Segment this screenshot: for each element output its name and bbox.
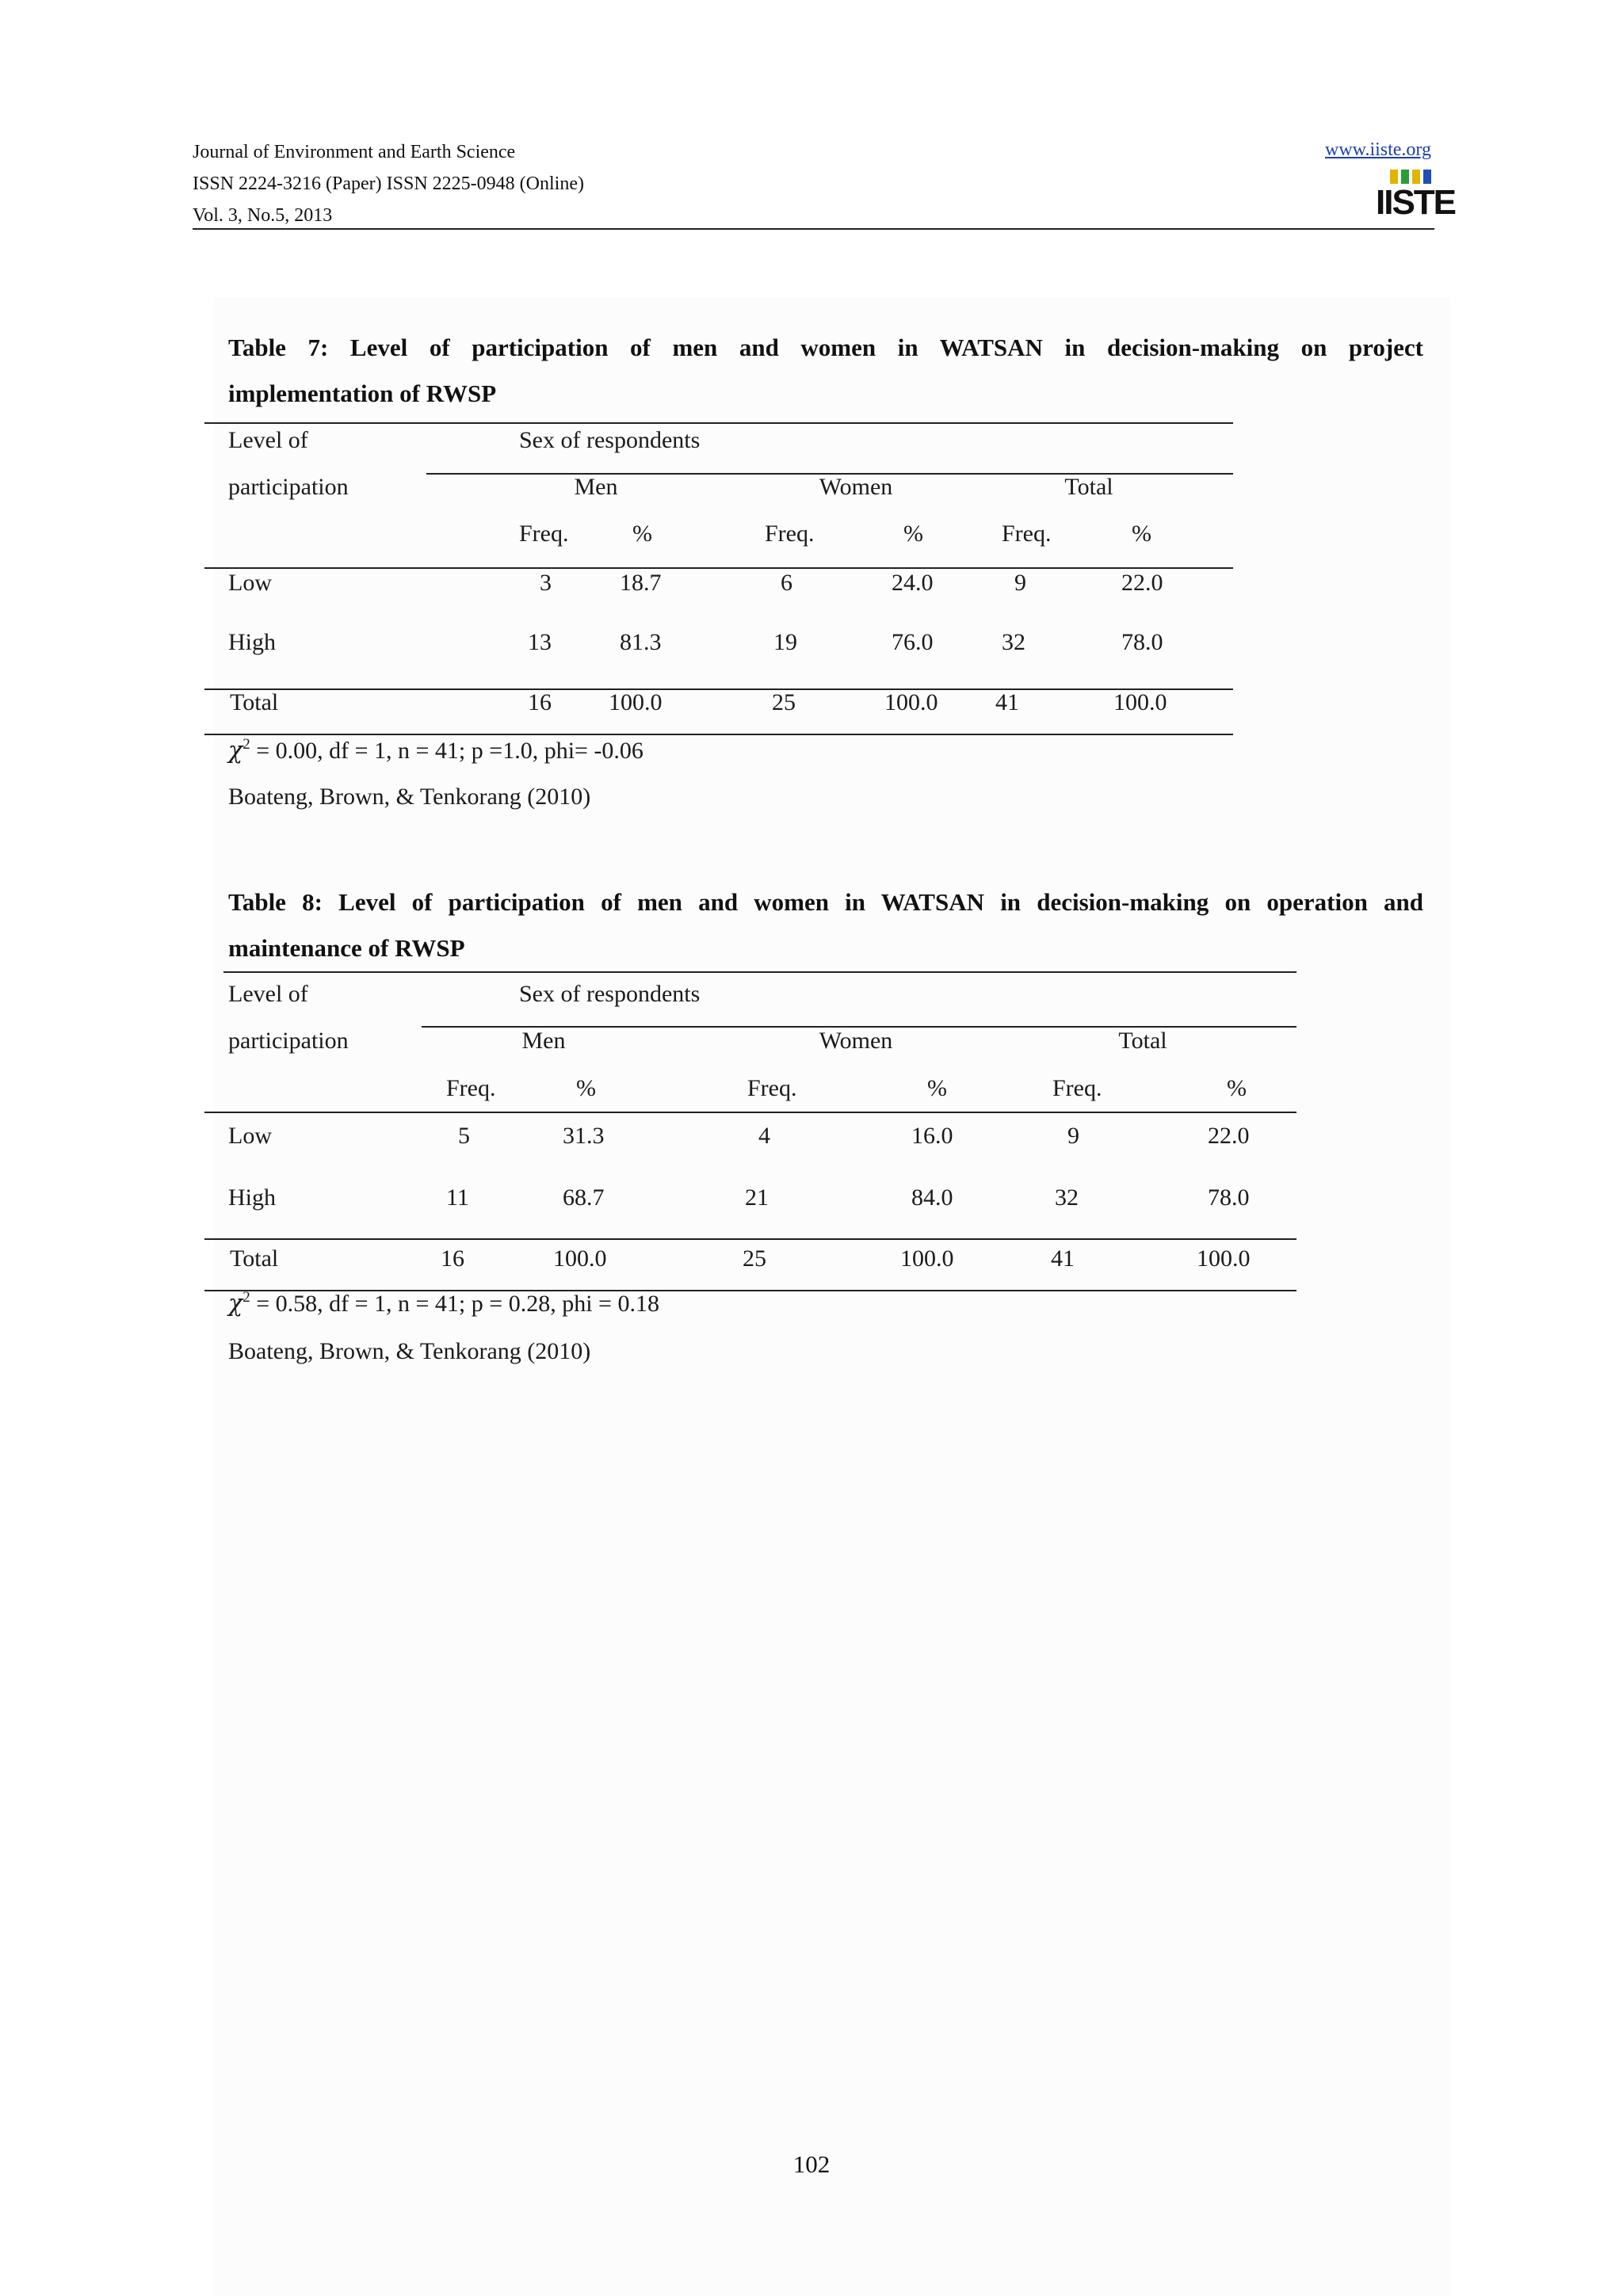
table-8-freq-header: Freq. bbox=[446, 1075, 496, 1101]
total-freq: 41 bbox=[1051, 1245, 1075, 1272]
total-freq: 41 bbox=[995, 689, 1019, 715]
women-pct: 84.0 bbox=[911, 1184, 953, 1211]
women-freq: 25 bbox=[772, 689, 796, 715]
men-pct: 81.3 bbox=[620, 629, 662, 655]
total-freq: 32 bbox=[1002, 629, 1025, 655]
table-7-source: Boateng, Brown, & Tenkorang (2010) bbox=[228, 784, 591, 810]
table-8-col-women: Women bbox=[819, 1028, 893, 1054]
table-7-caption-line2: implementation of RWSP bbox=[228, 379, 497, 407]
table-8-caption-line1: Table 8: Level of participation of men and women in WATSAN in decision-making on operation and bbox=[228, 888, 1423, 916]
table-8-col-level: participation bbox=[228, 1028, 349, 1054]
table-8-pct-header: % bbox=[927, 1075, 947, 1101]
row-label: High bbox=[228, 1184, 276, 1211]
row-label: Total bbox=[230, 689, 279, 715]
table-7-bottom-rule bbox=[204, 734, 1233, 735]
table-7-col-women: Women bbox=[819, 474, 893, 500]
men-freq: 13 bbox=[528, 629, 552, 655]
logo-bar bbox=[1401, 170, 1409, 184]
table-8-top-rule bbox=[223, 971, 1296, 973]
table-8-statistics bbox=[228, 1290, 659, 1318]
journal-volume: Vol. 3, No.5, 2013 bbox=[193, 205, 333, 226]
table-8-col-total: Total bbox=[1118, 1028, 1167, 1054]
women-pct: 76.0 bbox=[892, 629, 934, 655]
total-pct: 78.0 bbox=[1208, 1184, 1250, 1211]
women-freq: 6 bbox=[781, 570, 792, 596]
chi-exponent: 2 bbox=[242, 1289, 250, 1306]
row-label: Total bbox=[230, 1245, 279, 1272]
page-number: 102 bbox=[792, 2150, 831, 2178]
table-8-col-men: Men bbox=[521, 1028, 566, 1054]
table-7-col-total: Total bbox=[1064, 474, 1113, 500]
women-pct: 24.0 bbox=[892, 570, 934, 596]
table-7-pct-header: % bbox=[1132, 521, 1151, 547]
table-7-top-rule bbox=[204, 422, 1233, 424]
table-7-col-level: participation bbox=[228, 474, 349, 500]
journal-url-link[interactable]: www.iiste.org bbox=[1325, 139, 1431, 160]
logo-bar bbox=[1412, 170, 1420, 184]
logo-bar bbox=[1423, 170, 1431, 184]
table-7-pct-header: % bbox=[903, 521, 923, 547]
women-pct: 16.0 bbox=[911, 1123, 953, 1149]
women-freq: 25 bbox=[743, 1245, 766, 1272]
journal-header bbox=[193, 136, 1456, 230]
table-7-freq-header: Freq. bbox=[765, 521, 815, 547]
total-pct: 100.0 bbox=[1197, 1245, 1251, 1272]
table-8-col-sex: Sex of respondents bbox=[519, 981, 701, 1007]
women-pct: 100.0 bbox=[884, 689, 938, 715]
total-pct: 22.0 bbox=[1121, 570, 1163, 596]
total-pct: 78.0 bbox=[1121, 629, 1163, 655]
men-pct: 18.7 bbox=[620, 570, 662, 596]
logo-text: IISTE bbox=[1376, 183, 1456, 222]
men-freq: 5 bbox=[458, 1123, 470, 1149]
row-label: Low bbox=[228, 570, 272, 596]
total-freq: 9 bbox=[1067, 1123, 1079, 1149]
logo-bars bbox=[1376, 168, 1431, 184]
table-7-col-men: Men bbox=[574, 474, 618, 500]
total-freq: 9 bbox=[1014, 570, 1026, 596]
chi-symbol: χ bbox=[228, 1290, 243, 1318]
row-label: High bbox=[228, 629, 276, 655]
row-label: Low bbox=[228, 1123, 272, 1149]
table-7-col-level: Level of bbox=[228, 427, 308, 453]
men-freq: 16 bbox=[528, 689, 552, 715]
table-7-freq-header: Freq. bbox=[519, 521, 569, 547]
table-8-caption-line2: maintenance of RWSP bbox=[228, 934, 465, 962]
total-pct: 100.0 bbox=[1113, 689, 1167, 715]
men-freq: 11 bbox=[446, 1184, 469, 1211]
women-freq: 19 bbox=[773, 629, 797, 655]
women-freq: 21 bbox=[745, 1184, 769, 1211]
stat-values: = 0.00, df = 1, n = 41; p =1.0, phi= -0.06 bbox=[250, 738, 643, 764]
total-pct: 22.0 bbox=[1208, 1123, 1250, 1149]
table-8-source: Boateng, Brown, & Tenkorang (2010) bbox=[228, 1338, 591, 1364]
table-7-total-rule bbox=[204, 688, 1233, 690]
men-pct: 31.3 bbox=[563, 1123, 605, 1149]
men-freq: 3 bbox=[540, 570, 552, 596]
women-freq: 4 bbox=[758, 1123, 770, 1149]
table-7-freq-header: Freq. bbox=[1002, 521, 1052, 547]
logo-bar bbox=[1390, 170, 1398, 184]
table-7-header-rule bbox=[204, 567, 1233, 569]
table-8-col-level: Level of bbox=[228, 981, 308, 1007]
journal-issn: ISSN 2224-3216 (Paper) ISSN 2225-0948 (Online) bbox=[193, 174, 584, 194]
table-7-col-sex: Sex of respondents bbox=[519, 427, 701, 453]
table-8-freq-header: Freq. bbox=[747, 1075, 797, 1101]
iiste-logo-icon bbox=[1376, 168, 1456, 227]
total-freq: 32 bbox=[1055, 1184, 1079, 1211]
table-7-pct-header: % bbox=[632, 521, 652, 547]
table-8-header-rule bbox=[204, 1112, 1296, 1113]
table-8-pct-header: % bbox=[576, 1075, 596, 1101]
table-8-freq-header: Freq. bbox=[1052, 1075, 1102, 1101]
men-pct: 100.0 bbox=[609, 689, 663, 715]
stat-values: = 0.58, df = 1, n = 41; p = 0.28, phi = 0.18 bbox=[250, 1291, 659, 1317]
women-pct: 100.0 bbox=[900, 1245, 954, 1272]
table-7-statistics bbox=[228, 737, 643, 765]
men-freq: 16 bbox=[441, 1245, 464, 1272]
table-7-caption-line1: Table 7: Level of participation of men and women in WATSAN in decision-making on project bbox=[228, 334, 1423, 361]
chi-symbol: χ bbox=[228, 737, 243, 765]
chi-exponent: 2 bbox=[242, 736, 250, 753]
journal-title: Journal of Environment and Earth Science bbox=[193, 142, 516, 162]
men-pct: 68.7 bbox=[563, 1184, 605, 1211]
men-pct: 100.0 bbox=[553, 1245, 607, 1272]
table-8-pct-header: % bbox=[1227, 1075, 1247, 1101]
table-8-total-rule bbox=[204, 1238, 1296, 1240]
